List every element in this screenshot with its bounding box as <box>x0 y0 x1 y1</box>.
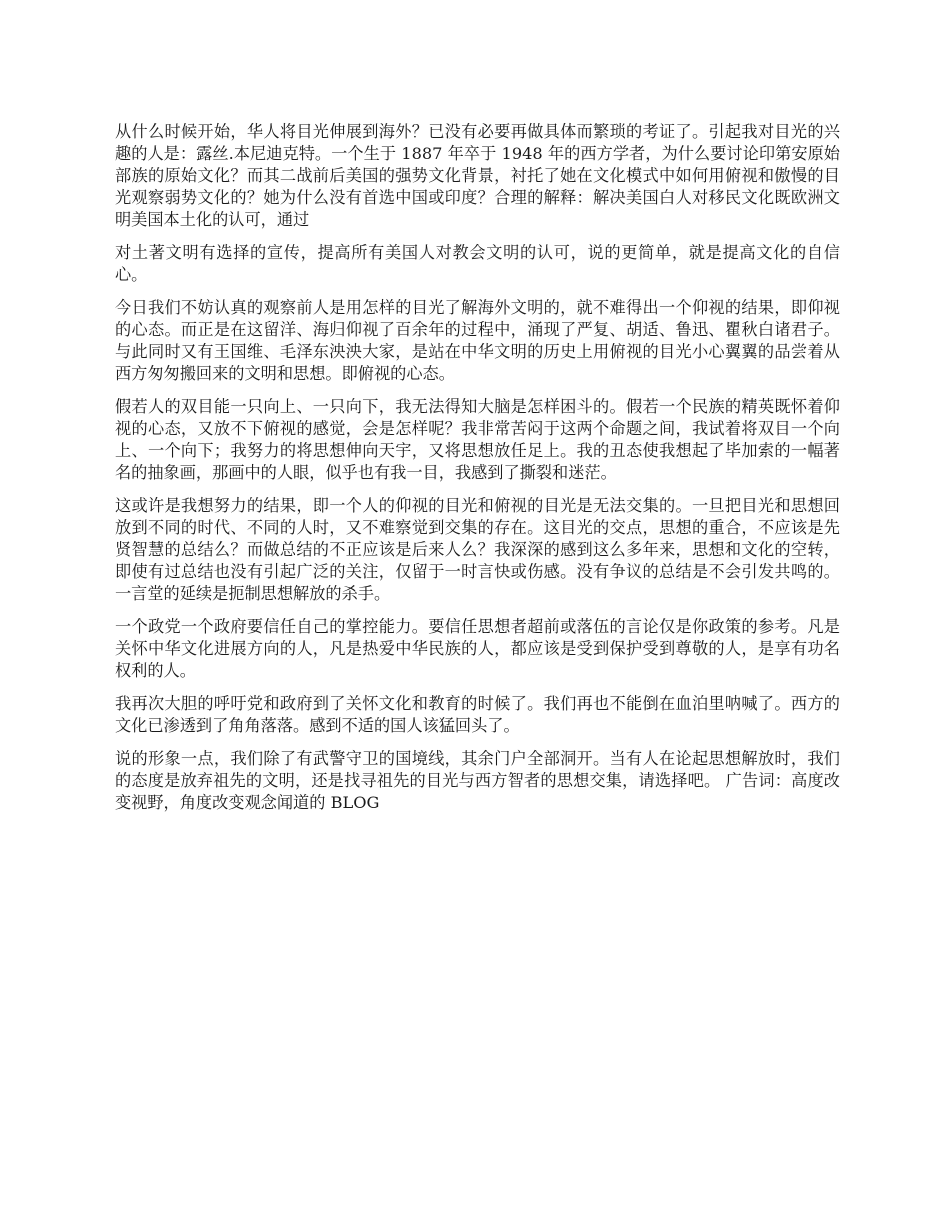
document-page <box>115 121 840 825</box>
paragraph-8: 说的形象一点，我们除了有武警守卫的国境线，其余门户全部洞开。当有人在论起思想解放时，我们的态度是放弃祖先的文明，还是找寻祖先的目光与西方智者的思想交集，请选择吧。 广告词：高度改变视野，角度改变观念闻道的 BLOG <box>115 749 840 812</box>
paragraph-3: 今日我们不妨认真的观察前人是用怎样的目光了解海外文明的，就不难得出一个仰视的结果，即仰视的心态。而正是在这留洋、海归仰视了百余年的过程中，涌现了严复、胡适、鲁迅、瞿秋白诸君子。与此同时又有王国维、毛泽东泱泱大家，是站在中华文明的历史上用俯视的目光小心翼翼的品尝着从西方匆匆搬回来的文明和思想。即俯视的心态。 <box>115 298 840 383</box>
paragraph-6: 一个政党一个政府要信任自己的掌控能力。要信任思想者超前或落伍的言论仅是你政策的参考。凡是关怀中华文化进展方向的人，凡是热爱中华民族的人，都应该是受到保护受到尊敬的人，是享有功名权利的人。 <box>115 617 840 680</box>
paragraph-5: 这或许是我想努力的结果，即一个人的仰视的目光和俯视的目光是无法交集的。一旦把目光和思想回放到不同的时代、不同的人时，又不难察觉到交集的存在。这目光的交点，思想的重合，不应该是先贤智慧的总结么？而做总结的不正应该是后来人么？我深深的感到这么多年来，思想和文化的空转，即使有过总结也没有引起广泛的关注，仅留于一时言快或伤感。没有争议的总结是不会引发共鸣的。一言堂的延续是扼制思想解放的杀手。 <box>115 496 840 603</box>
paragraph-7: 我再次大胆的呼吁党和政府到了关怀文化和教育的时候了。我们再也不能倒在血泊里呐喊了。西方的文化已渗透到了角角落落。感到不适的国人该猛回头了。 <box>115 694 840 735</box>
paragraph-4: 假若人的双目能一只向上、一只向下，我无法得知大脑是怎样困斗的。假若一个民族的精英既怀着仰视的心态，又放不下俯视的感觉，会是怎样呢？我非常苦闷于这两个命题之间，我试着将双目一个向上、一个向下；我努力的将思想伸向天宇，又将思想放任足上。我的丑态使我想起了毕加索的一幅著名的抽象画，那画中的人眼，似乎也有我一目，我感到了撕裂和迷茫。 <box>115 397 840 482</box>
paragraph-2: 对土著文明有选择的宣传，提高所有美国人对教会文明的认可，说的更简单，就是提高文化的自信心。 <box>115 243 840 284</box>
paragraph-1: 从什么时候开始，华人将目光伸展到海外？已没有必要再做具体而繁琐的考证了。引起我对目光的兴趣的人是：露丝.本尼迪克特。一个生于 1887 年卒于 1948 年的西方学者，为什么要讨论印第安原始部族的原始文化？而其二战前后美国的强势文化背景，衬托了她在文化模式中如何用俯视和傲慢的目光观察弱势文化的？她为什么没有首选中国或印度？合理的解释：解决美国白人对移民文化既欧洲文明美国本土化的认可，通过 <box>115 122 840 229</box>
